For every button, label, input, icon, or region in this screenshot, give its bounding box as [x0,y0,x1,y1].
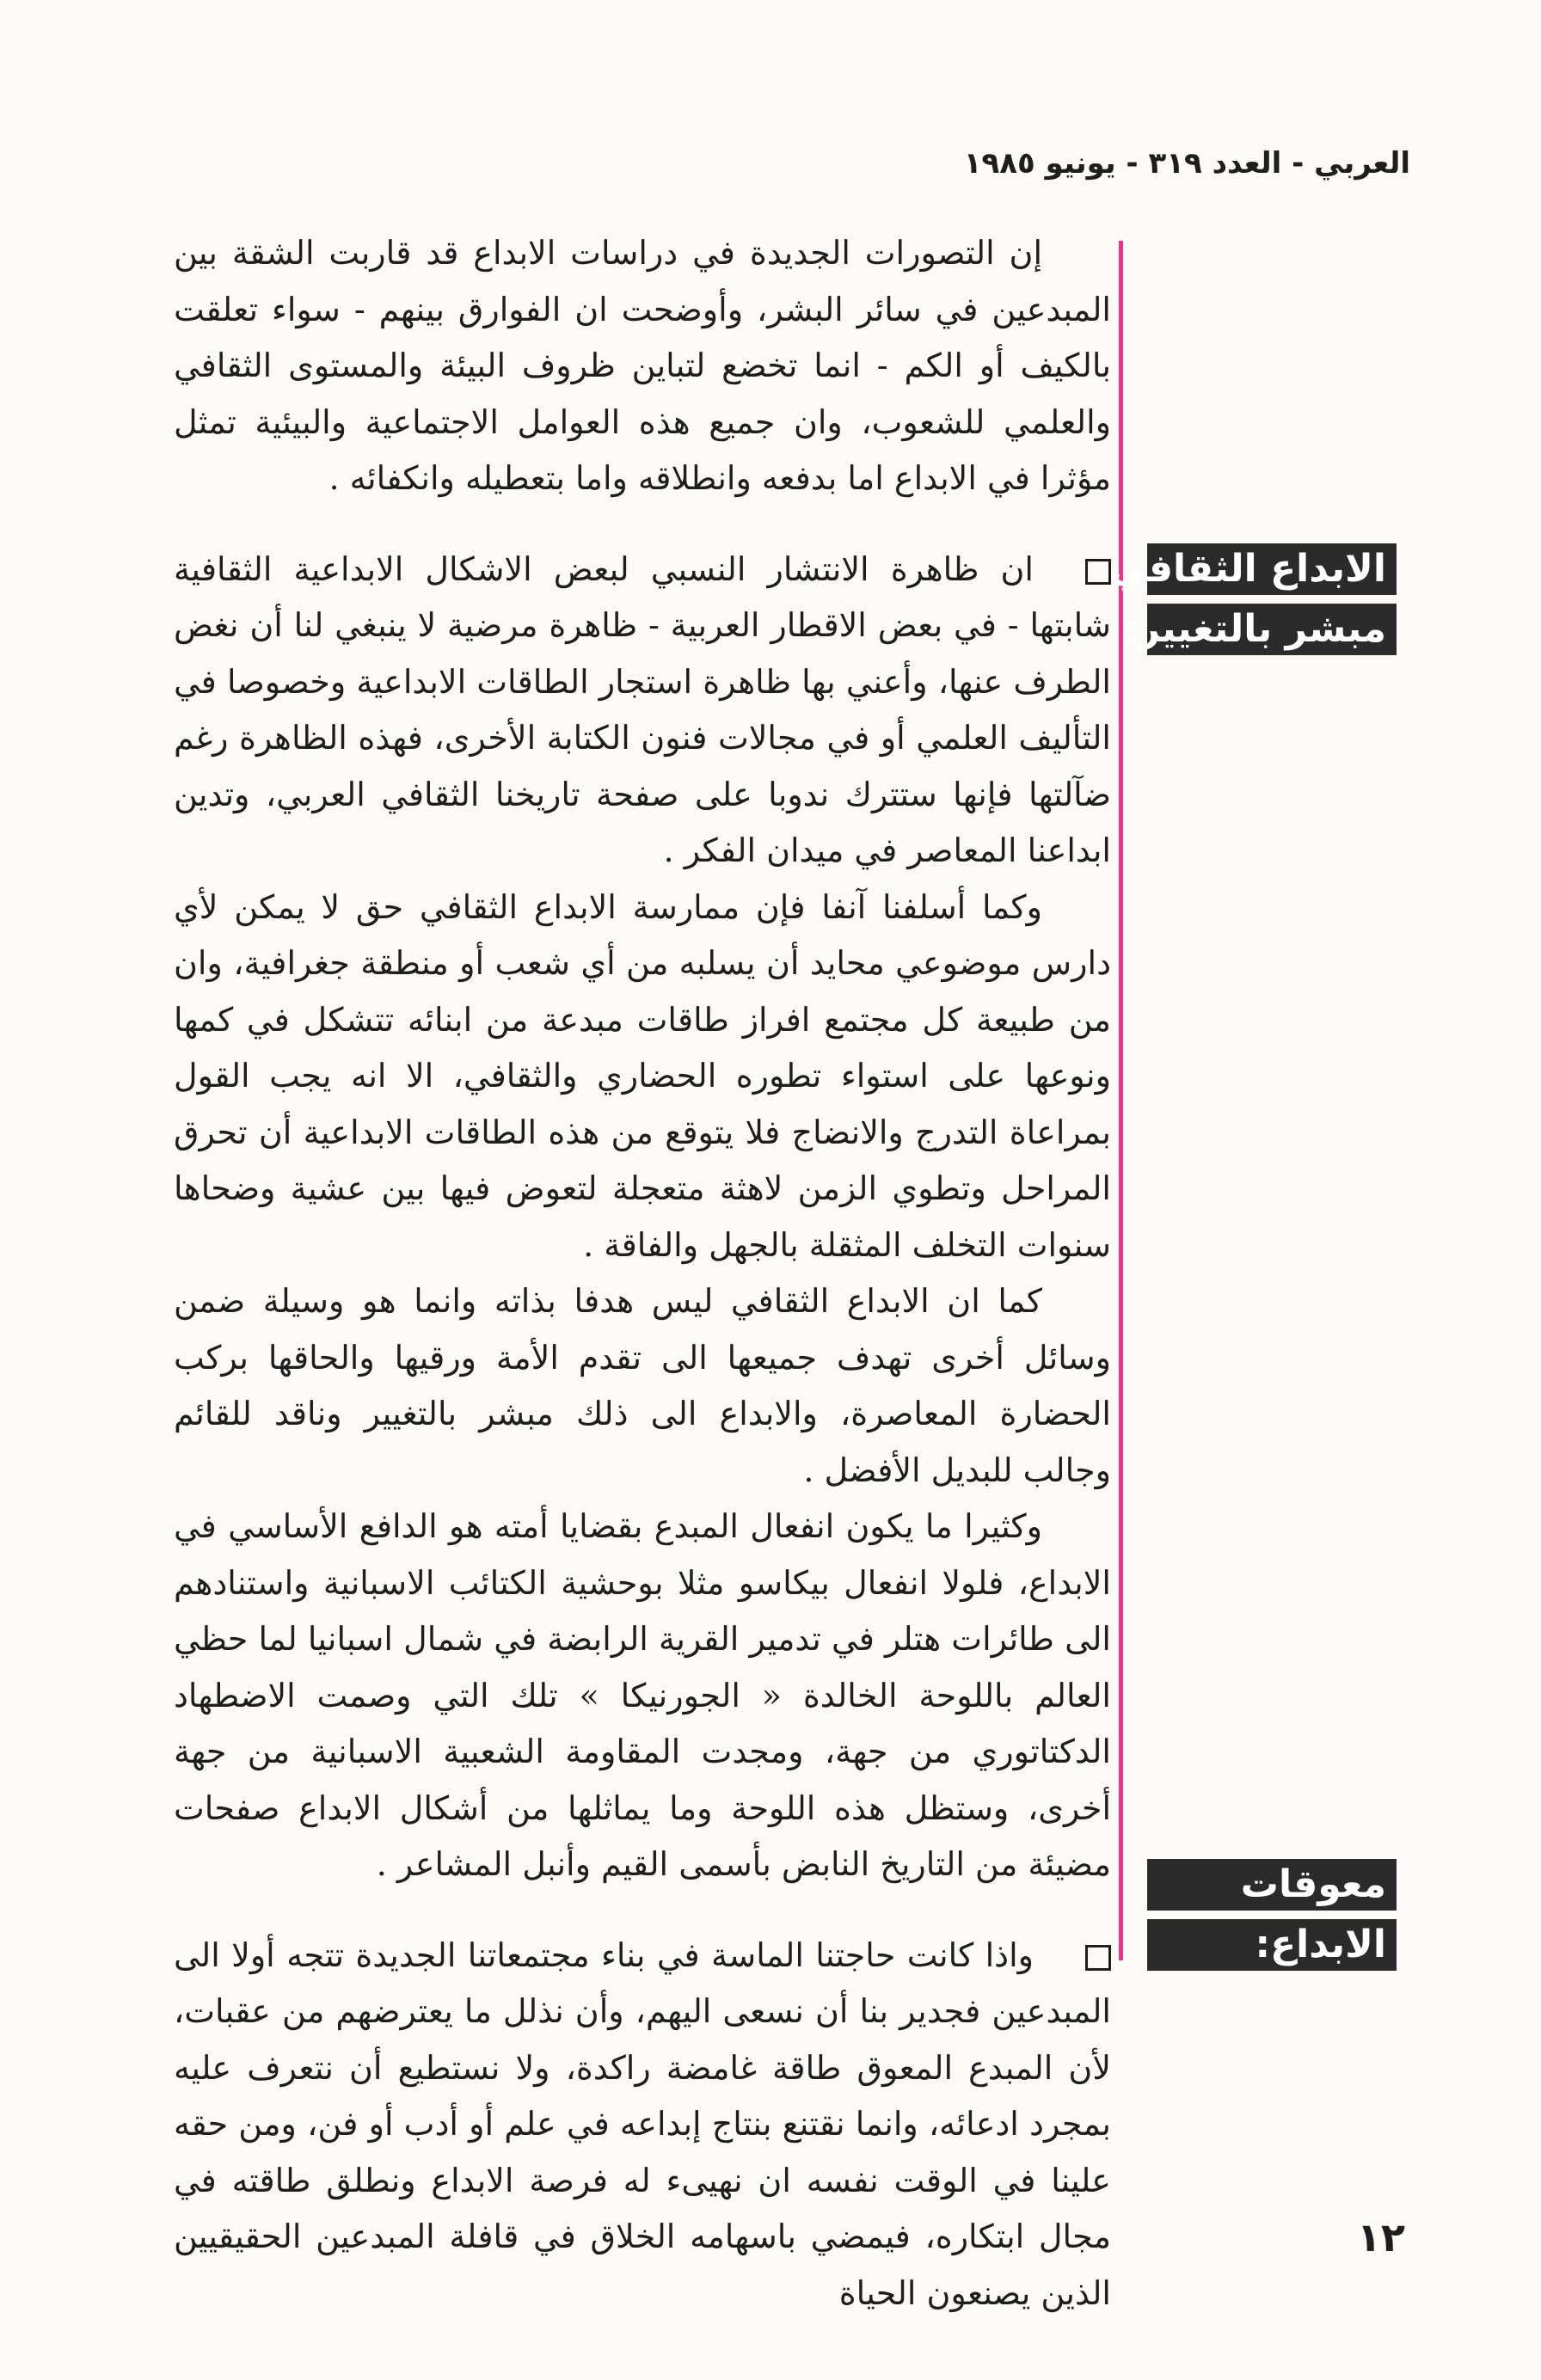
sidebar-label-line: الابداع: [1147,1919,1397,1971]
square-bullet-icon [1085,1945,1111,1971]
article-paragraph-boxed [174,1928,1111,2322]
article-body [174,225,1111,2322]
page-number: ١٢ [1356,2214,1405,2260]
sidebar-label-line: مبشر بالتغيير: [1147,604,1397,655]
sidebar-label-line: معوقات [1147,1859,1397,1911]
article-paragraph-boxed [174,542,1111,880]
sidebar-label-obstacles [1147,1859,1397,1979]
sidebar-label-line: الابداع الثقافي [1147,543,1397,595]
article-paragraph: إن التصورات الجديدة في دراسات الابداع قد قاربت الشقة بين المبدعين في سائر البشر، وأوضحت ان الفوارق بينهم - سواء تعلقت بالكيف أو الكم - انما تخضع لتباين ظروف البيئة والمستوى الثقافي والعلمي للشعوب، وان جميع هذه العوامل الاجتماعية والبيئية تمثل مؤثرا في الابداع اما بدفعه وانطلاقه واما بتعطيله وانكفائه . [174,234,1111,497]
article-paragraph: وكما أسلفنا آنفا فإن ممارسة الابداع الثقافي حق لا يمكن لأي دارس موضوعي محايد أن يسلبه من أي شعب أو منطقة جغرافية، وان من طبيعة كل مجتمع افراز طاقات مبدعة من ابنائه تتشكل في كمها ونوعها على استواء تطوره الحضاري والثقافي، الا انه يجب القول بمراعاة التدرج والانضاج فلا يتوقع من هذه الطاقات الابداعية أن تحرق المراحل وتطوي الزمن لاهثة متعجلة لتعوض فيها بين عشية وضحاها سنوات التخلف المثقلة بالجهل والفاقة . [174,887,1111,1264]
square-bullet-icon [1085,559,1111,585]
article-paragraph-text: واذا كانت حاجتنا الماسة في بناء مجتمعاتنا الجديدة تتجه أولا الى المبدعين فجدير بنا أن نسعى اليهم، وأن نذلل ما يعترضهم من عقبات، لأن المبدع المعوق طاقة غامضة راكدة، ولا نستطيع أن نتعرف عليه بمجرد ادعائه، وانما نقتنع بنتاج إبداعه في علم أو أدب أو فن، ومن حقه علينا في الوقت نفسه ان نهيىء له فرصة الابداع ونطلق طاقته في مجال ابتكاره، فيمضي باسهامه الخلاق في قافلة المبدعين الحقيقيين الذين يصنعون الحياة [174,1935,1111,2312]
running-head: العربي - العدد ٣١٩ - يونيو ١٩٨٥ [963,146,1410,181]
accent-vertical-rule [1119,241,1123,1960]
article-paragraph-text: ان ظاهرة الانتشار النسبي لبعض الاشكال الابداعية الثقافية شابتها - في بعض الاقطار العربية - ظاهرة مرضية لا ينبغي لنا أن نغض الطرف عنها، وأعني بها ظاهرة استجار الطاقات الابداعية وخصوصا في التأليف العلمي أو في مجالات فنون الكتابة الأخرى، فهذه الظاهرة رغم ضآلتها فإنها ستترك ندوبا على صفحة تاريخنا الثقافي العربي، وتدين ابداعنا المعاصر في ميدان الفكر . [174,549,1111,869]
article-paragraph: وكثيرا ما يكون انفعال المبدع بقضايا أمته هو الدافع الأساسي في الابداع، فلولا انفعال بيكاسو مثلا بوحشية الكتائب الاسبانية واستنادهم الى طائرات هتلر في تدمير القرية الرابضة في شمال اسبانيا لما حظي العالم باللوحة الخالدة « الجورنيكا » تلك التي وصمت الاضطهاد الدكتاتوري من جهة، ومجدت المقاومة الشعبية الاسبانية من جهة أخرى، وستظل هذه اللوحة وما يماثلها من أشكال الابداع صفحات مضيئة من التاريخ النابض بأسمى القيم وأنبل المشاعر . [174,1507,1111,1883]
article-paragraph: كما ان الابداع الثقافي ليس هدفا بذاته وانما هو وسيلة ضمن وسائل أخرى تهدف جميعها الى تقدم الأمة ورقيها والحاقها بركب الحضارة المعاصرة، والابداع الى ذلك مبشر بالتغيير وناقد للقائم وجالب للبديل الأفضل . [174,1282,1111,1489]
sidebar-label-creativity [1109,543,1397,664]
